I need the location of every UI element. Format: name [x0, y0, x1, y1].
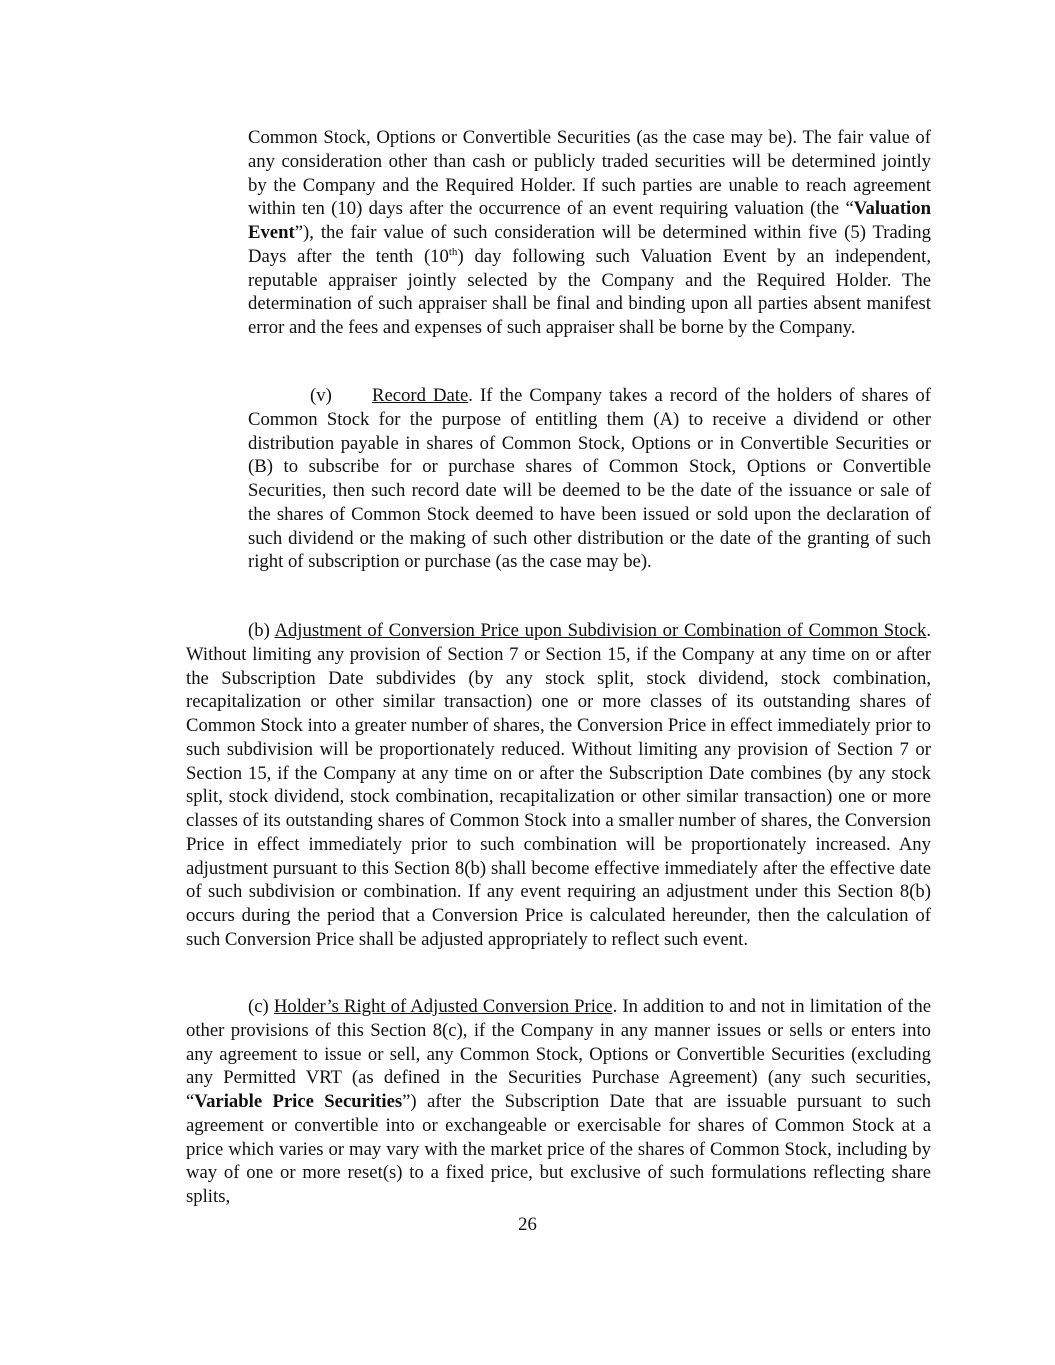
paragraph-holders-right-c — [186, 995, 931, 1209]
section-number-c: (c) — [248, 996, 274, 1017]
paragraph-valuation-text-3: ) day following such Valuation Event by an independent, reputable appraiser jointly selected by the Company and the Required Holder. The determination of such appraiser shall be final and binding upon all parties absent manifest error and the fees and expenses of such appraiser shall be borne by the Company. — [248, 245, 932, 338]
paragraph-valuation — [248, 126, 931, 340]
section-number-b: (b) — [248, 620, 275, 641]
defined-term-valuation-event: Valuation Event — [248, 198, 931, 243]
paragraph-holders-right-text-1: . In addition to and not in limitation of the other provisions of this Section 8(c), if the Company in any manner issues or sells or enters into any agreement to issue or sell, any Common Stock, Options or Convertible Securities (excluding any Permitted VRT (as defined in the Securities Purchase Agreement) (any such securities, “ — [186, 996, 932, 1112]
paragraph-valuation-text-1: Common Stock, Options or Convertible Securities (as the case may be). The fair value of any consideration other than cash or publicly traded securities will be determined jointly by the Company and the Required Holder. If such parties are unable to reach agreement within ten (10) days after the occurrence of an event requiring valuation (the “ — [248, 127, 931, 220]
paragraph-valuation-text-2: ”), the fair value of such consideration will be determined within five (5) Trading Days after the tenth (10 — [248, 222, 931, 267]
defined-term-variable-price-securities: Variable Price Securities — [194, 1091, 403, 1112]
section-heading-holders-right: Holder’s Right of Adjusted Conversion Price — [273, 996, 613, 1017]
section-heading-adjustment: Adjustment of Conversion Price upon Subdivision or Combination of Common Stock — [274, 620, 927, 641]
section-heading-record-date: Record Date — [372, 385, 469, 406]
section-number-v: (v) — [310, 385, 332, 406]
paragraph-adjustment-b — [186, 619, 931, 952]
paragraph-adjustment-b-text: . Without limiting any provision of Section 7 or Section 15, if the Company at any time on or after the Subscription Date subdivides (by any stock split, stock dividend, stock combination, recapitalization or other similar transaction) one or more classes of its outstanding shares of Common Stock into a greater number of shares, the Conversion Price in effect immediately prior to such subdivision will be proportionately reduced. Without limiting any provision of Section 7 or Section 15, if the Company at any time on or after the Subscription Date combines (by any stock split, stock dividend, stock combination, recapitalization or other similar transaction) one or more classes of its outstanding shares of Common Stock into a smaller number of shares, the Conversion Price in effect immediately prior to such combination will be proportionately increased. Any adjustment pursuant to this Section 8(b) shall become effective immediately after the effective date of such subdivision or combination. If any event requiring an adjustment under this Section 8(b) occurs during the period that a Conversion Price is calculated hereunder, then the calculation of such Conversion Price shall be adjusted appropriately to reflect such event. — [186, 620, 931, 950]
paragraph-record-date — [248, 384, 931, 574]
paragraph-holders-right-text-2: ”) after the Subscription Date that are issuable pursuant to such agreement or convertible into or exchangeable or exercisable for shares of Common Stock at a price which varies or may vary with the market price of the shares of Common Stock, including by way of one or more reset(s) to a fixed price, but exclusive of such formulations reflecting share splits, — [186, 1091, 932, 1207]
page-number: 26 — [518, 1214, 537, 1235]
paragraph-record-date-text: . If the Company takes a record of the holders of shares of Common Stock for the purpose of entitling them (A) to receive a dividend or other distribution payable in shares of Common Stock, Options or in Convertible Securities or (B) to subscribe for or purchase shares of Common Stock, Options or Convertible Securities, then such record date will be deemed to be the date of the issuance or sale of the shares of Common Stock deemed to have been issued or sold upon the declaration of such dividend or the making of such other distribution or the date of the granting of such right of subscription or purchase (as the case may be). — [248, 385, 931, 573]
superscript-th: th — [448, 245, 458, 258]
